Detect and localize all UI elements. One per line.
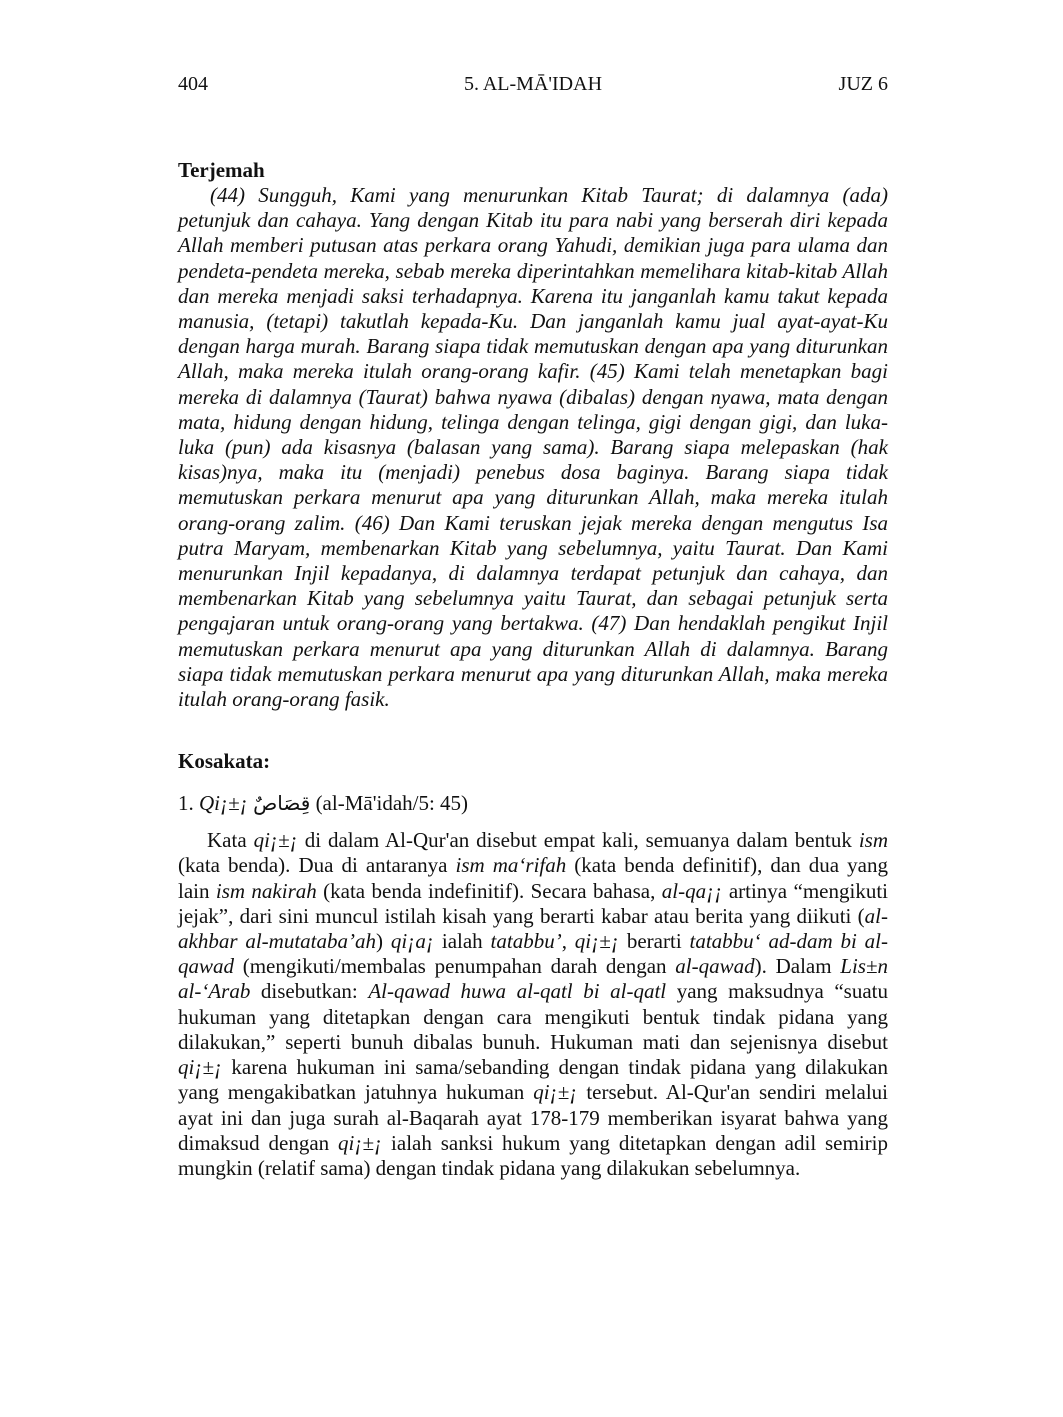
text-run: (mengikuti/membalas penumpahan darah dengan [234, 954, 676, 979]
chapter-title: 5. AL-MĀ'IDAH [463, 73, 603, 95]
entry-arabic-term: قِصَاصٌ [253, 791, 311, 816]
text-run: artinya “mengikuti jejak”, dari sini muncul istilah kisah yang berarti kabar atau berita yang diikuti ( [178, 878, 888, 928]
text-run: disebutkan: [250, 979, 369, 1004]
italic-term: tatabbu’ [490, 929, 562, 954]
terjemah-heading: Terjemah [178, 158, 265, 182]
entry-latin-term: Qi¡±¡ [199, 791, 248, 816]
entry-reference: (al-Mā'idah/5: 45) [315, 791, 469, 816]
italic-term: qi¡±¡ [178, 1055, 223, 1080]
entry-number: 1. [178, 791, 194, 816]
text-run: berarti [619, 929, 690, 954]
kosakata-entry [178, 790, 888, 816]
text-run: ialah sanksi hukum yang ditetapkan dengan adil semirip mungkin (relatif sama) dengan tindak pidana yang dilakukan sebelumnya. [178, 1130, 888, 1180]
italic-term: al-akhbar al-mutataba’ah [178, 903, 888, 954]
text-run: yang maksudnya “suatu hukuman yang ditetapkan dengan cara mengikuti bentuk tindak pidana yang dilakukan,” seperti bunuh dibalas bunuh. Hukuman mati dan sejenisnya disebut [178, 979, 888, 1054]
italic-term: Lis±n al-‘Arab [178, 954, 888, 1004]
text-run: (kata benda). Dua di antaranya [178, 853, 456, 878]
page-number: 404 [178, 73, 208, 95]
text-run: ialah [434, 929, 491, 954]
italic-term: qi¡±¡ [338, 1130, 383, 1155]
italic-term: qi¡±¡ [574, 929, 620, 954]
kosakata-paragraph [178, 828, 888, 1181]
italic-term: qi¡±¡ [533, 1080, 578, 1105]
text-run: , [561, 929, 575, 954]
italic-term: qi¡±¡ [253, 828, 298, 853]
juz-label: JUZ 6 [838, 73, 888, 95]
italic-term: Al-qawad huwa al-qatl bi al-qatl [368, 979, 667, 1004]
text-run: karena hukuman ini sama/sebanding dengan tindak pidana yang dilakukan yang mengakibatkan jatuhnya hukuman [178, 1055, 888, 1105]
italic-term: ism nakirah [215, 878, 317, 903]
page-content [178, 157, 888, 1181]
terjemah-text: (44) Sungguh, Kami yang menurunkan Kitab Taurat; di dalamnya (ada) petunjuk dan cahaya. Yang dengan Kitab itu para nabi yang berserah diri kepada Allah memberi putusan atas perkara orang Yahudi, demikian juga para ulama dan pendeta-pendeta mereka, sebab mereka diperintahkan memelihara kitab-kitab Allah dan mereka menjadi saksi terhadapnya. Karena itu janganlah kamu takut kepada manusia, (tetapi) takutlah kepada-Ku. Dan janganlah kamu jual ayat-ayat-Ku dengan harga murah. Barang siapa tidak memutuskan dengan apa yang diturunkan Allah, maka mereka itulah orang-orang kafir. (45) Kami telah menetapkan bagi mereka di dalamnya (Taurat) bahwa nyawa (dibalas) dengan nyawa, mata dengan mata, hidung dengan hidung, telinga dengan telinga, gigi dengan gigi, dan luka-luka (pun) ada kisasnya (balasan yang sama). Barang siapa melepaskan (hak kisas)nya, maka itu (menjadi) penebus dosa baginya. Barang siapa tidak memutuskan perkara menurut apa yang diturunkan Allah, maka mereka itulah orang-orang zalim. (46) Dan Kami teruskan jejak mereka dengan mengutus Isa putra Maryam, membenarkan Kitab yang sebelumnya, yaitu Taurat. Dan Kami menurunkan Injil kepadanya, di dalamnya terdapat petunjuk dan cahaya, dan membenarkan Kitab yang sebelumnya yaitu Taurat, dan sebagai petunjuk serta pengajaran untuk orang-orang yang bertakwa. (47) Dan hendaklah pengikut Injil memutuskan perkara menurut apa yang diturunkan Allah di dalamnya. Barang siapa tidak memutuskan perkara menurut apa yang diturunkan Allah, maka mereka itulah orang-orang fasik. [178, 183, 888, 712]
text-run: ) [376, 929, 391, 954]
text-run: tersebut. Al-Qur'an sendiri melalui ayat ini dan juga surah al-Baqarah ayat 178-179 memberikan isyarat bahwa yang dimaksud dengan [178, 1080, 888, 1155]
text-run: (kata benda indefinitif). Secara bahasa, [316, 878, 662, 903]
italic-term: al-qawad [675, 954, 755, 979]
italic-term: ism ma‘rifah [455, 853, 567, 878]
text-run: ). Dalam [754, 954, 841, 979]
text-run: di dalam Al-Qur'an disebut empat kali, semuanya dalam bentuk [297, 828, 859, 853]
italic-term: tatabbu‘ ad-dam bi al-qawad [178, 929, 889, 979]
italic-term: al-qa¡¡ [661, 878, 723, 903]
text-run: Kata [207, 828, 254, 853]
italic-term: qi¡a¡ [390, 929, 435, 954]
italic-term: ism [858, 828, 888, 853]
text-run: (kata benda definitif), dan dua yang lain [178, 853, 888, 903]
kosakata-heading: Kosakata: [178, 749, 271, 774]
